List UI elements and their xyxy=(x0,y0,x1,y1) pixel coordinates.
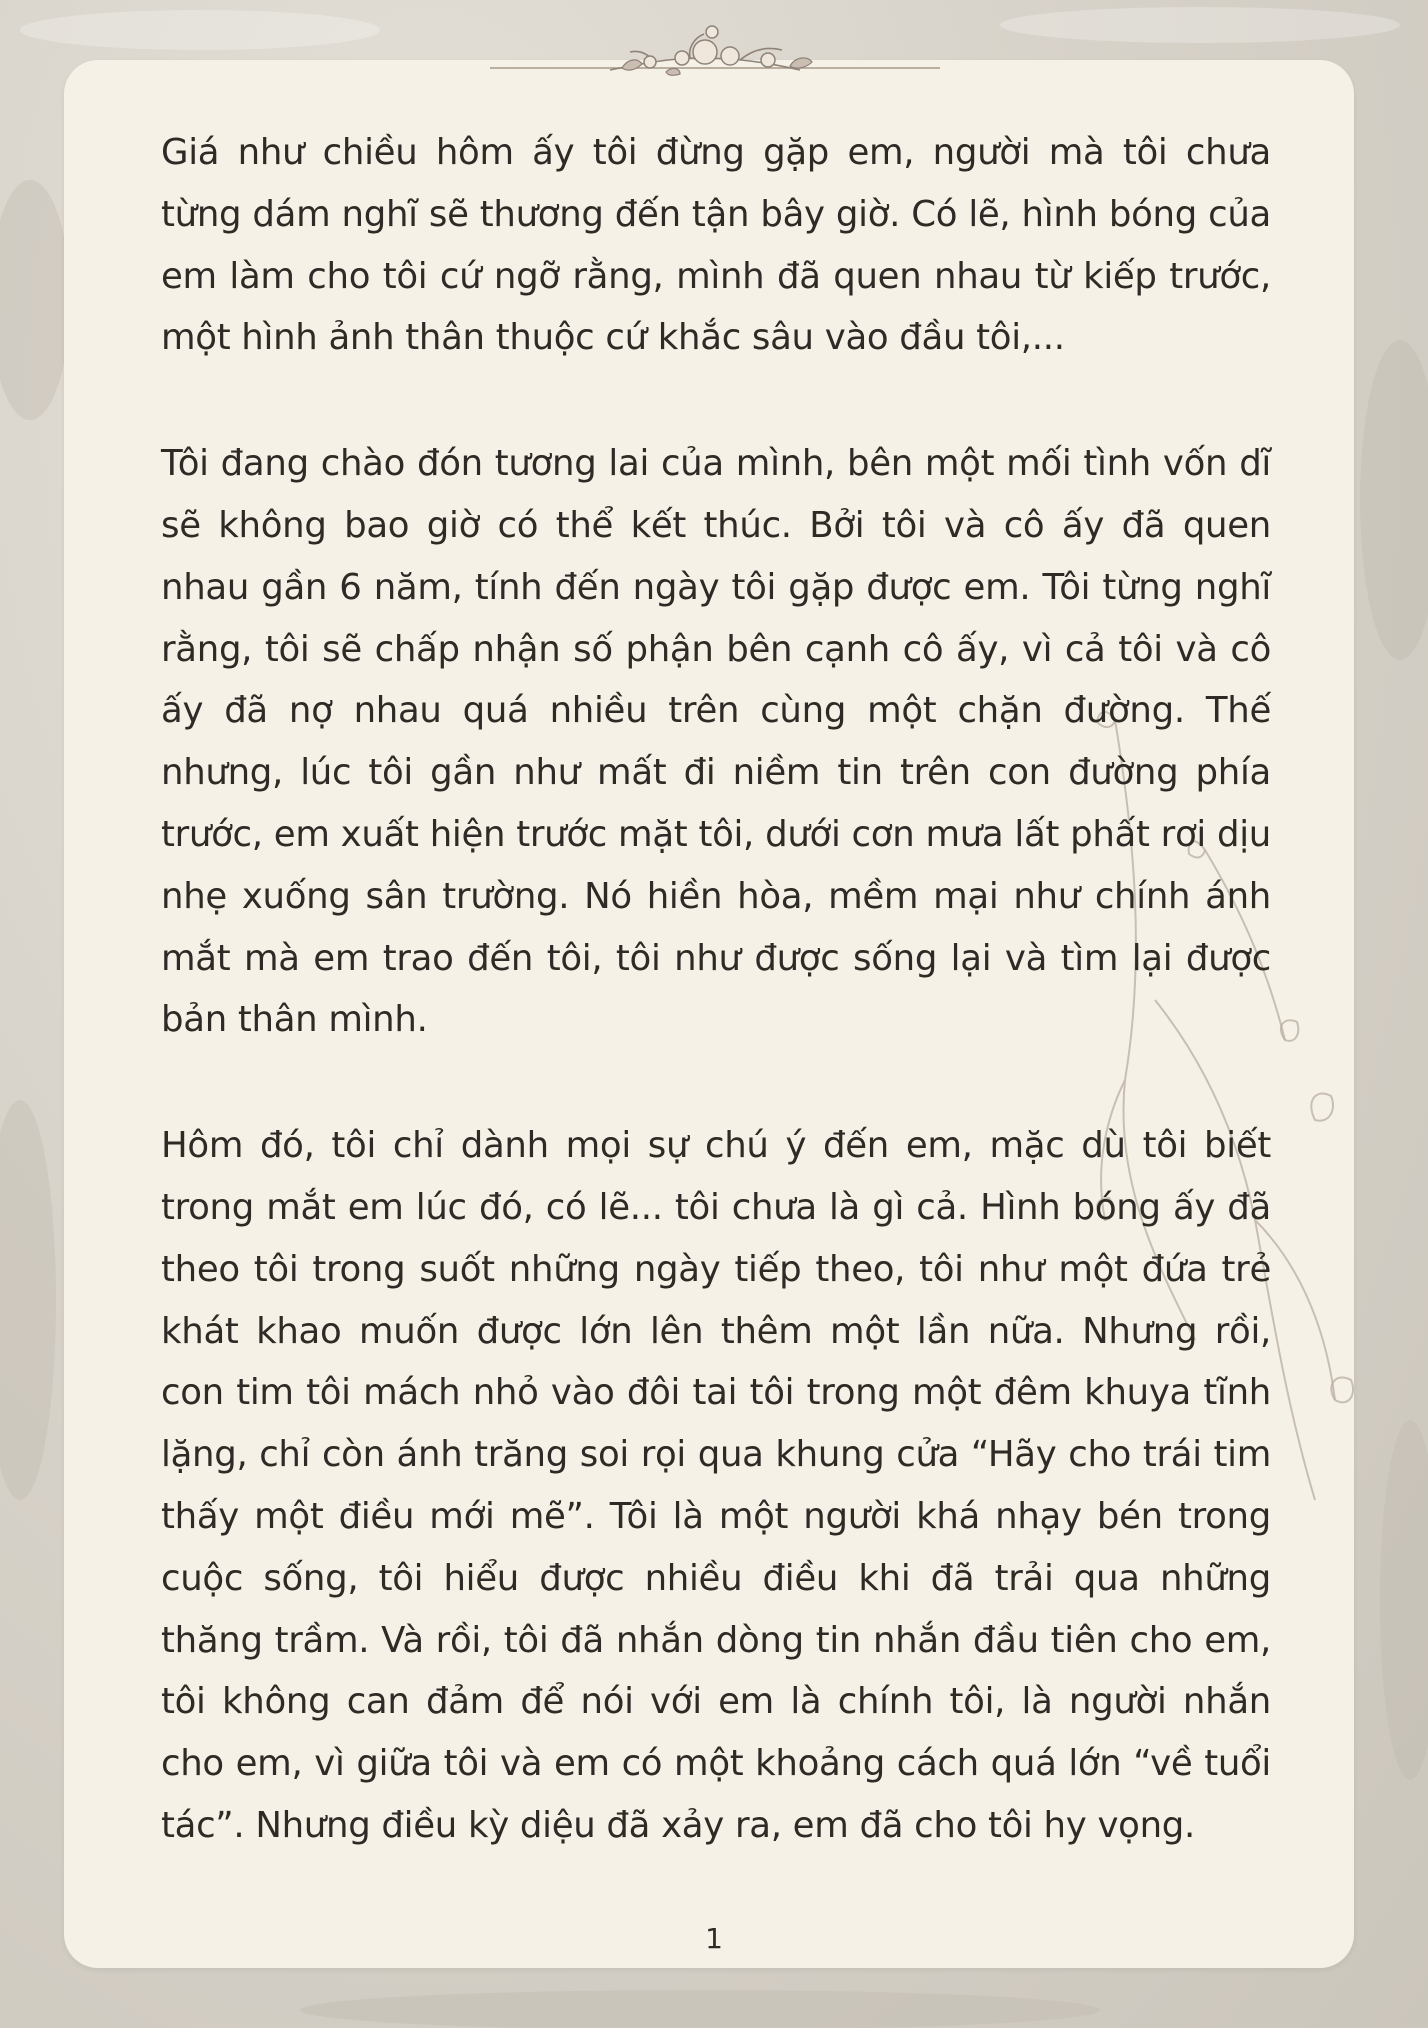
paragraph-1: Giá như chiều hôm ấy tôi đừng gặp em, người mà tôi chưa từng dám nghĩ sẽ thương đến tận bây giờ. Có lẽ, hình bóng của em làm cho tôi cứ ngỡ rằng, mình đã quen nhau từ kiếp trước, một hình ảnh thân thuộc cứ khắc sâu vào đầu tôi,... xyxy=(161,132,1271,359)
paragraph-2: Tôi đang chào đón tương lai của mình, bên một mối tình vốn dĩ sẽ không bao giờ có thể kết thúc. Bởi tôi và cô ấy đã quen nhau gần 6 năm, tính đến ngày tôi gặp được em. Tôi từng nghĩ rằng, tôi sẽ chấp nhận số phận bên cạnh cô ấy, vì cả tôi và cô ấy đã nợ nhau quá nhiều trên cùng một chặn đường. Thế nhưng, lúc tôi gần như mất đi niềm tin trên con đường phía trước, em xuất hiện trước mặt tôi, dưới cơn mưa lất phất rơi dịu nhẹ xuống sân trường. Nó hiền hòa, mềm mại như chính ánh mắt mà em trao đến tôi, tôi như được sống lại và tìm lại được bản thân mình. xyxy=(161,443,1271,1041)
page-number: 1 xyxy=(705,1922,723,1955)
floral-sprig-icon xyxy=(490,14,940,104)
paragraph-3: Hôm đó, tôi chỉ dành mọi sự chú ý đến em, mặc dù tôi biết trong mắt em lúc đó, có lẽ... tôi chưa là gì cả. Hình bóng ấy đã theo tôi trong suốt những ngày tiếp theo, tôi như một đứa trẻ khát khao muốn được lớn lên thêm một lần nữa. Nhưng rồi, con tim tôi mách nhỏ vào đôi tai tôi trong một đêm khuya tĩnh lặng, chỉ còn ánh trăng soi rọi qua khung cửa “Hãy cho trái tim thấy một điều mới mẽ”. Tôi là một người khá nhạy bén trong cuộc sống, tôi hiểu được nhiều điều khi đã trải qua những thăng trầm. Và rồi, tôi đã nhắn dòng tin nhắn đầu tiên cho em, tôi không can đảm để nói với em là chính tôi, là người nhắn cho em, vì giữa tôi và em có một khoảng cách quá lớn “về tuổi tác”. Nhưng điều kỳ diệu đã xảy ra, em đã cho tôi hy vọng. xyxy=(161,1125,1271,1846)
body-text xyxy=(161,122,1271,1857)
